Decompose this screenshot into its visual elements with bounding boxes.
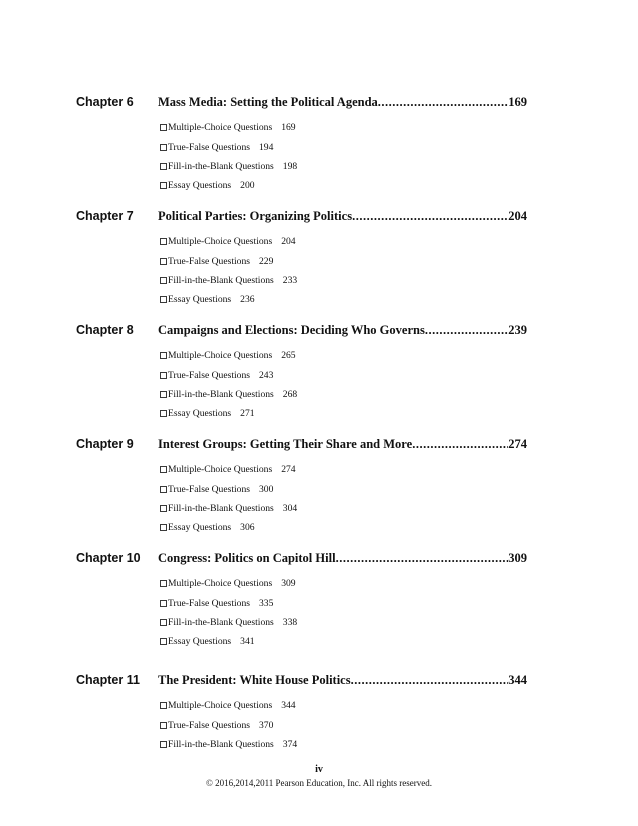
dot-leader bbox=[351, 672, 509, 688]
question-type-label: True-False Questions bbox=[168, 141, 250, 153]
checkbox-icon bbox=[160, 741, 167, 748]
chapter-page-number: 204 bbox=[508, 209, 527, 223]
list-item bbox=[160, 696, 297, 715]
checkbox-icon bbox=[160, 258, 167, 265]
question-type-label: Fill-in-the-Blank Questions bbox=[168, 616, 274, 628]
checkbox-icon bbox=[160, 391, 167, 398]
list-item bbox=[160, 499, 297, 518]
question-list bbox=[160, 346, 297, 424]
list-item bbox=[160, 137, 297, 156]
question-list bbox=[160, 574, 297, 652]
list-item bbox=[160, 290, 297, 309]
chapter-label: Chapter 11 bbox=[76, 673, 140, 687]
chapter-title-row[interactable] bbox=[158, 672, 527, 688]
chapter-title: Campaigns and Elections: Deciding Who Governs bbox=[158, 323, 425, 337]
question-type-label: True-False Questions bbox=[168, 369, 250, 381]
list-item bbox=[160, 176, 297, 195]
checkbox-icon bbox=[160, 352, 167, 359]
list-item bbox=[160, 232, 297, 251]
question-page-number: 341 bbox=[240, 636, 255, 648]
question-page-number: 306 bbox=[240, 522, 255, 534]
chapter-page-number: 239 bbox=[508, 323, 527, 337]
chapter-label: Chapter 7 bbox=[76, 209, 134, 223]
chapter-title-row[interactable] bbox=[158, 436, 527, 452]
chapter-title-row[interactable] bbox=[158, 94, 527, 110]
question-type-label: Multiple-Choice Questions bbox=[168, 700, 273, 712]
chapter-title-row[interactable] bbox=[158, 550, 527, 566]
question-page-number: 169 bbox=[281, 122, 296, 134]
question-page-number: 344 bbox=[281, 700, 296, 712]
question-type-label: Multiple-Choice Questions bbox=[168, 464, 273, 476]
question-page-number: 229 bbox=[259, 255, 274, 267]
question-type-label: Essay Questions bbox=[168, 522, 232, 534]
question-type-label: Fill-in-the-Blank Questions bbox=[168, 388, 274, 400]
checkbox-icon bbox=[160, 580, 167, 587]
checkbox-icon bbox=[160, 722, 167, 729]
list-item bbox=[160, 632, 297, 651]
checkbox-icon bbox=[160, 238, 167, 245]
dot-leader bbox=[352, 208, 508, 224]
chapter-label: Chapter 10 bbox=[76, 551, 141, 565]
question-page-number: 338 bbox=[282, 616, 298, 628]
list-item bbox=[160, 385, 297, 404]
question-type-label: Multiple-Choice Questions bbox=[168, 578, 273, 590]
chapter-label: Chapter 9 bbox=[76, 437, 134, 451]
checkbox-icon bbox=[160, 638, 167, 645]
chapter-page-number: 344 bbox=[508, 673, 527, 687]
list-item bbox=[160, 479, 297, 498]
question-page-number: 309 bbox=[281, 578, 296, 590]
question-type-label: Essay Questions bbox=[168, 180, 232, 192]
question-page-number: 233 bbox=[282, 274, 298, 286]
checkbox-icon bbox=[160, 505, 167, 512]
chapter-label: Chapter 6 bbox=[76, 95, 134, 109]
list-item bbox=[160, 574, 297, 593]
list-item bbox=[160, 157, 297, 176]
question-list bbox=[160, 460, 297, 538]
question-type-label: Fill-in-the-Blank Questions bbox=[168, 502, 274, 514]
question-type-label: Fill-in-the-Blank Questions bbox=[168, 274, 274, 286]
question-type-label: Essay Questions bbox=[168, 294, 232, 306]
checkbox-icon bbox=[160, 124, 167, 131]
question-page-number: 194 bbox=[259, 141, 274, 153]
checkbox-icon bbox=[160, 486, 167, 493]
question-page-number: 274 bbox=[281, 464, 296, 476]
checkbox-icon bbox=[160, 144, 167, 151]
question-page-number: 243 bbox=[259, 369, 274, 381]
question-type-label: Multiple-Choice Questions bbox=[168, 236, 273, 248]
chapter-page-number: 169 bbox=[508, 95, 527, 109]
chapter-title: Congress: Politics on Capitol Hill bbox=[158, 551, 336, 565]
question-page-number: 300 bbox=[259, 483, 274, 495]
checkbox-icon bbox=[160, 372, 167, 379]
chapter-label: Chapter 8 bbox=[76, 323, 134, 337]
chapter-title-row[interactable] bbox=[158, 322, 527, 338]
question-page-number: 268 bbox=[282, 388, 298, 400]
question-type-label: True-False Questions bbox=[168, 483, 250, 495]
question-type-label: True-False Questions bbox=[168, 597, 250, 609]
question-type-label: Multiple-Choice Questions bbox=[168, 122, 273, 134]
checkbox-icon bbox=[160, 410, 167, 417]
list-item bbox=[160, 593, 297, 612]
list-item bbox=[160, 404, 297, 423]
chapter-title: Interest Groups: Getting Their Share and More bbox=[158, 437, 413, 451]
list-item bbox=[160, 735, 297, 754]
checkbox-icon bbox=[160, 702, 167, 709]
question-page-number: 335 bbox=[259, 597, 274, 609]
checkbox-icon bbox=[160, 600, 167, 607]
checkbox-icon bbox=[160, 163, 167, 170]
checkbox-icon bbox=[160, 182, 167, 189]
chapter-title: Political Parties: Organizing Politics bbox=[158, 209, 353, 223]
question-list bbox=[160, 232, 297, 310]
question-type-label: Essay Questions bbox=[168, 636, 232, 648]
list-item bbox=[160, 613, 297, 632]
question-list bbox=[160, 696, 297, 754]
chapter-title-row[interactable] bbox=[158, 208, 527, 224]
question-page-number: 271 bbox=[240, 408, 255, 420]
list-item bbox=[160, 715, 297, 734]
question-type-label: Fill-in-the-Blank Questions bbox=[168, 738, 274, 750]
chapter-page-number: 309 bbox=[508, 551, 527, 565]
question-page-number: 374 bbox=[282, 738, 298, 750]
chapter-title: The President: White House Politics bbox=[158, 673, 351, 687]
question-type-label: Essay Questions bbox=[168, 408, 232, 420]
question-page-number: 236 bbox=[240, 294, 255, 306]
question-page-number: 198 bbox=[282, 160, 298, 172]
list-item bbox=[160, 460, 297, 479]
list-item bbox=[160, 365, 297, 384]
checkbox-icon bbox=[160, 524, 167, 531]
list-item bbox=[160, 118, 297, 137]
question-page-number: 304 bbox=[282, 502, 298, 514]
question-type-label: Multiple-Choice Questions bbox=[168, 350, 273, 362]
dot-leader bbox=[425, 322, 508, 338]
list-item bbox=[160, 271, 297, 290]
chapter-page-number: 274 bbox=[508, 437, 527, 451]
dot-leader bbox=[378, 94, 508, 110]
question-page-number: 200 bbox=[240, 180, 255, 192]
copyright-notice: © 2016,2014,2011 Pearson Education, Inc. All rights reserved. bbox=[206, 778, 432, 788]
question-type-label: Fill-in-the-Blank Questions bbox=[168, 160, 274, 172]
list-item bbox=[160, 346, 297, 365]
checkbox-icon bbox=[160, 466, 167, 473]
question-page-number: 370 bbox=[259, 719, 274, 731]
question-page-number: 265 bbox=[281, 350, 296, 362]
chapter-title: Mass Media: Setting the Political Agenda bbox=[158, 95, 378, 109]
question-type-label: True-False Questions bbox=[168, 719, 250, 731]
page-number: iv bbox=[315, 764, 323, 775]
checkbox-icon bbox=[160, 277, 167, 284]
dot-leader bbox=[412, 436, 508, 452]
list-item bbox=[160, 518, 297, 537]
question-page-number: 204 bbox=[281, 236, 296, 248]
question-type-label: True-False Questions bbox=[168, 255, 250, 267]
question-list bbox=[160, 118, 297, 196]
list-item bbox=[160, 251, 297, 270]
checkbox-icon bbox=[160, 619, 167, 626]
dot-leader bbox=[336, 550, 509, 566]
checkbox-icon bbox=[160, 296, 167, 303]
